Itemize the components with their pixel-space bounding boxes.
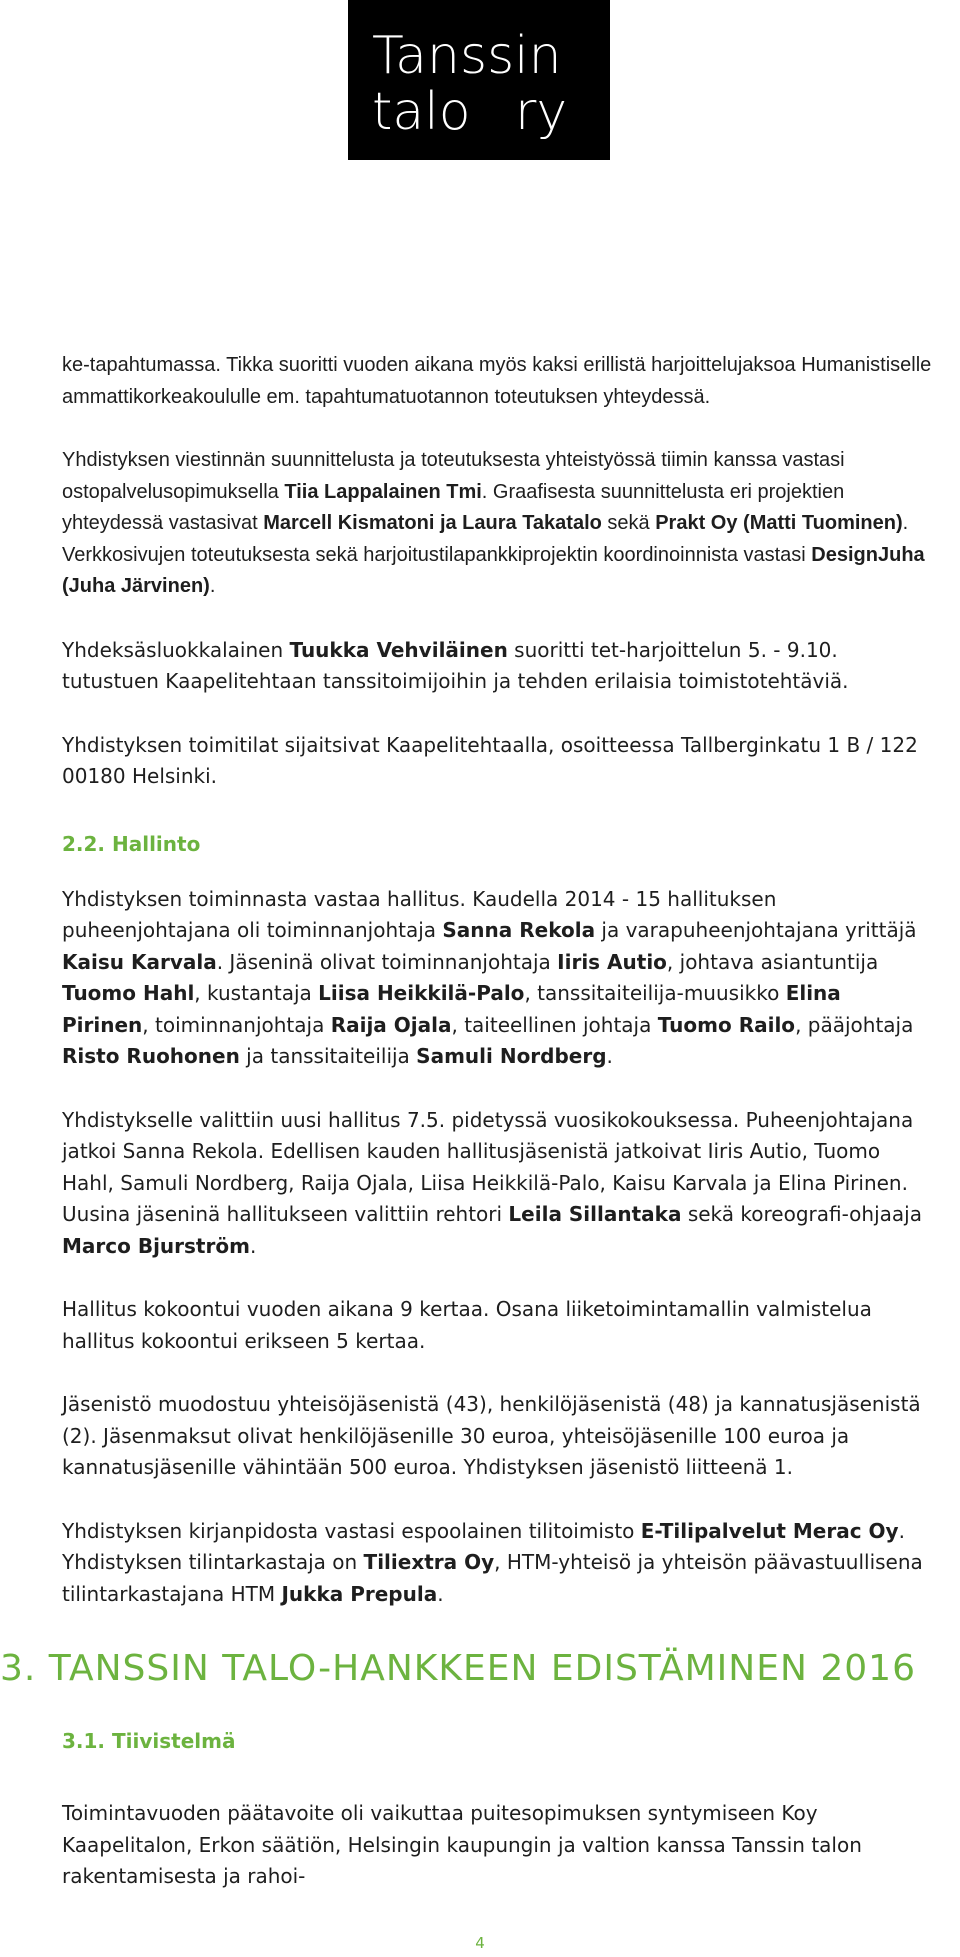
name-marcell-laura: Marcell Kismatoni ja Laura Takatalo <box>263 512 602 534</box>
name-prakt-oy: Prakt Oy (Matti Tuominen) <box>655 512 903 534</box>
logo-line-1: Tanssin <box>372 26 562 86</box>
paragraph-internship: ke-tapahtumassa. Tikka suoritti vuoden aikana myös kaksi erillistä harjoittelujaksoa Humanistiselle ammattikorkeakoululle em. tapahtumatuotannon toteutuksen yhteydessä. <box>62 354 932 408</box>
section-heading-3: 3. TANSSIN TALO-HANKKEEN EDISTÄMINEN 2016 <box>0 1648 916 1689</box>
logo-line-2: talo ry <box>372 82 568 142</box>
paragraph-accounting: Yhdistyksen kirjanpidosta vastasi espoolainen tilitoimisto E-Tilipalvelut Merac Oy. Yhdistyksen tilintarkastaja on Tiliextra Oy, HTM-yhteisö ja yhteisön päävastuullisena tilintarkastajana HTM Jukka Prepula. <box>62 1518 923 1606</box>
page-content <box>62 350 934 1610</box>
paragraph-office-address: Yhdistyksen toimitilat sijaitsivat Kaapelitehtaalla, osoitteessa Tallberginkatu 1 B / 122 00180 Helsinki. <box>62 732 918 788</box>
name-tuukka-vehvilainen: Tuukka Vehviläinen <box>289 637 508 662</box>
paragraph-tet-intern: Yhdeksäsluokkalainen Tuukka Vehviläinen suoritti tet-harjoittelun 5. - 9.10. tutustuen Kaapelitehtaan tanssitoimijoihin ja tehden erilaisia toimistotehtäviä. <box>62 637 849 693</box>
logo <box>348 0 610 160</box>
paragraph-communications: Yhdistyksen viestinnän suunnittelusta ja toteutuksesta yhteistyössä tiimin kanssa vastasi ostopalvelusopimuksella Tiia Lappalainen Tmi. Graafisesta suunnittelusta eri projektien yhteydessä vastasivat Marcell Kismatoni ja Laura Takatalo sekä Prakt Oy (Matti Tuominen). Verkkosivujen toteutuksesta sekä harjoitustilapankkiprojektin koordinoinnista vastasi DesignJuha (Juha Järvinen). <box>62 449 925 597</box>
name-designjuha: DesignJuha (Juha Järvinen) <box>62 543 925 597</box>
paragraph-meetings: Hallitus kokoontui vuoden aikana 9 kertaa. Osana liiketoimintamallin valmistelua hallitus kokoontui erikseen 5 kertaa. <box>62 1297 872 1353</box>
paragraph-summary: Toimintavuoden päätavoite oli vaikuttaa puitesopimuksen syntymiseen Koy Kaapelitalon, Erkon säätiön, Helsingin kaupungin ja valtion kanssa Tanssin talon rakentamisesta ja rahoi- <box>62 1801 862 1888</box>
subsection-heading-tiivistelma: 3.1. Tiivistelmä <box>62 1729 236 1753</box>
page-number: 4 <box>475 1934 485 1952</box>
section-3 <box>0 1649 960 1893</box>
paragraph-new-board: Yhdistykselle valittiin uusi hallitus 7.5. pidetyssä vuosikokouksessa. Puheenjohtajana jatkoi Sanna Rekola. Edellisen kauden hallitusjäsenistä jatkoivat Iiris Autio, Tuomo Hahl, Samuli Nordberg, Raija Ojala, Liisa Heikkilä-Palo, Kaisu Karvala ja Elina Pirinen. Uusina jäseninä hallitukseen valittiin rehtori Leila Sillantaka sekä koreografi-ohjaaja Marco Bjurström. <box>62 1107 922 1258</box>
section-heading-hallinto: 2.2. Hallinto <box>62 831 201 856</box>
paragraph-board-2014: Yhdistyksen toiminnasta vastaa hallitus. Kaudella 2014 - 15 hallituksen puheenjohtajana oli toiminnanjohtaja Sanna Rekola ja varapuheenjohtajana yrittäjä Kaisu Karvala. Jäseninä olivat toiminnanjohtaja Iiris Autio, johtava asiantuntija Tuomo Hahl, kustantaja Liisa Heikkilä-Palo, tanssitaiteilija-muusikko Elina Pirinen, toiminnanjohtaja Raija Ojala, taiteellinen johtaja Tuomo Railo, pääjohtaja Risto Ruohonen ja tanssitaiteilija Samuli Nordberg. <box>62 886 917 1068</box>
paragraph-membership: Jäsenistö muodostuu yhteisöjäsenistä (43), henkilöjäsenistä (48) ja kannatusjäsenistä (2). Jäsenmaksut olivat henkilöjäsenille 30 euroa, yhteisöjäsenille 100 euroa ja kannatusjäsenille vähintään 500 euroa. Yhdistyksen jäsenistö liitteenä 1. <box>62 1392 921 1479</box>
name-tiia-lappalainen: Tiia Lappalainen Tmi <box>284 480 482 503</box>
